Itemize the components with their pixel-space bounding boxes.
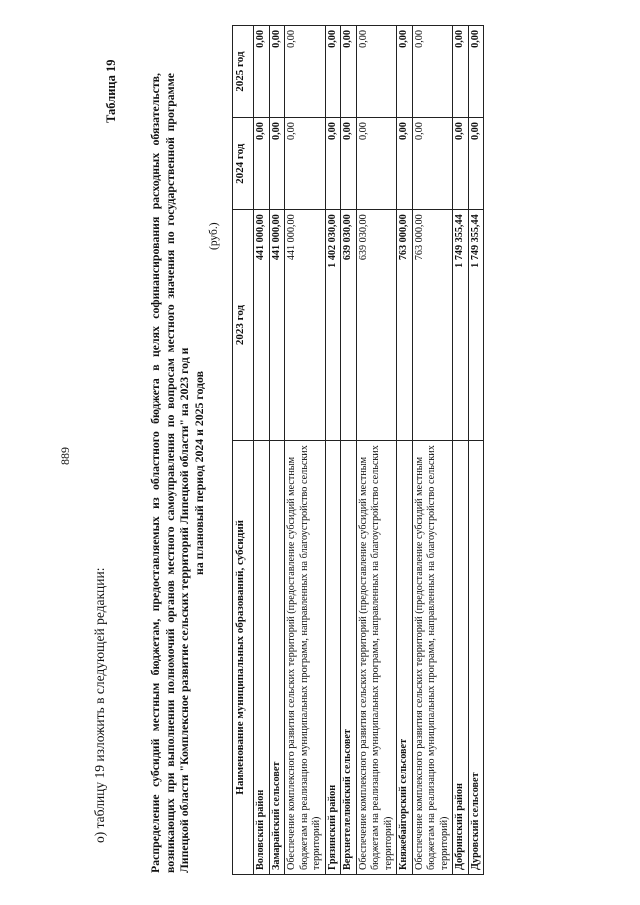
table-heading-main: Распределение субсидий местным бюджетам, предоставляемых из областного бюджета в целях софинансирования расходных обязательств, возникающих при выполнении полномочий органов местного самоуправления по вопросам местного значения по государственной программе Липецкой области "Комплексное развитие сельских территорий Липецкой области" на 2023 год и xyxy=(148,73,191,873)
cell-2024: 0,00 xyxy=(397,118,413,210)
cell-name: Дуровский сельсовет xyxy=(468,440,484,874)
intro-line: о) таблицу 19 изложить в следующей редакции: xyxy=(92,567,107,843)
cell-2025: 0,00 xyxy=(412,26,453,118)
cell-2024: 0,00 xyxy=(269,118,285,210)
cell-name: Грязинский район xyxy=(325,440,341,874)
cell-2024: 0,00 xyxy=(341,118,357,210)
header-2025: 2025 год xyxy=(233,26,254,118)
table-row xyxy=(325,26,341,875)
cell-2024: 0,00 xyxy=(254,118,270,210)
cell-2025: 0,00 xyxy=(356,26,397,118)
cell-2023: 763 000,00 xyxy=(397,210,413,440)
table-row xyxy=(356,26,397,875)
cell-name: Обеспечение комплексного развития сельских территорий (предоставление субсидий местным бюджетам на реализацию муниципальных программ, направленных на благоустройство сельских территорий) xyxy=(356,440,397,874)
cell-2025: 0,00 xyxy=(397,26,413,118)
cell-2025: 0,00 xyxy=(341,26,357,118)
cell-name: Обеспечение комплексного развития сельских территорий (предоставление субсидий местным бюджетам на реализацию муниципальных программ, направленных на благоустройство сельских территорий) xyxy=(412,440,453,874)
cell-2023: 1 749 355,44 xyxy=(453,210,469,440)
header-name: Наименование муниципальных образований, субсидий xyxy=(233,440,254,874)
table-heading xyxy=(148,73,206,873)
table-label: Таблица 19 xyxy=(104,59,118,123)
table-row xyxy=(453,26,469,875)
table-row xyxy=(285,26,326,875)
unit-label: (руб.) xyxy=(208,222,220,250)
cell-2024: 0,00 xyxy=(412,118,453,210)
cell-name: Княжебайгорский сельсовет xyxy=(397,440,413,874)
cell-2024: 0,00 xyxy=(325,118,341,210)
cell-2025: 0,00 xyxy=(325,26,341,118)
table-row xyxy=(412,26,453,875)
cell-name: Замарайский сельсовет xyxy=(269,440,285,874)
page-number: 889 xyxy=(58,447,72,465)
cell-2025: 0,00 xyxy=(285,26,326,118)
cell-name: Верхнетелелюйский сельсовет xyxy=(341,440,357,874)
table-row xyxy=(269,26,285,875)
cell-2023: 1 749 355,44 xyxy=(468,210,484,440)
table-row xyxy=(468,26,484,875)
table-row xyxy=(341,26,357,875)
cell-2023: 639 030,00 xyxy=(356,210,397,440)
cell-2024: 0,00 xyxy=(356,118,397,210)
cell-name: Добринский район xyxy=(453,440,469,874)
cell-2024: 0,00 xyxy=(285,118,326,210)
header-2024: 2024 год xyxy=(233,118,254,210)
cell-name: Обеспечение комплексного развития сельских территорий (предоставление субсидий местным бюджетам на реализацию муниципальных программ, направленных на благоустройство сельских территорий) xyxy=(285,440,326,874)
cell-2025: 0,00 xyxy=(453,26,469,118)
cell-2025: 0,00 xyxy=(468,26,484,118)
table-heading-last-line: на плановый период 2024 и 2025 годов xyxy=(191,371,206,575)
table-header-row xyxy=(233,26,254,875)
table-row xyxy=(397,26,413,875)
cell-2023: 441 000,00 xyxy=(269,210,285,440)
table-row xyxy=(254,26,270,875)
cell-2025: 0,00 xyxy=(269,26,285,118)
header-2023: 2023 год xyxy=(233,210,254,440)
cell-2023: 441 000,00 xyxy=(254,210,270,440)
cell-2023: 441 000,00 xyxy=(285,210,326,440)
cell-2023: 763 000,00 xyxy=(412,210,453,440)
cell-2025: 0,00 xyxy=(254,26,270,118)
subsidy-table xyxy=(232,25,484,875)
cell-name: Воловский район xyxy=(254,440,270,874)
cell-2024: 0,00 xyxy=(468,118,484,210)
cell-2024: 0,00 xyxy=(453,118,469,210)
cell-2023: 1 402 030,00 xyxy=(325,210,341,440)
cell-2023: 639 030,00 xyxy=(341,210,357,440)
